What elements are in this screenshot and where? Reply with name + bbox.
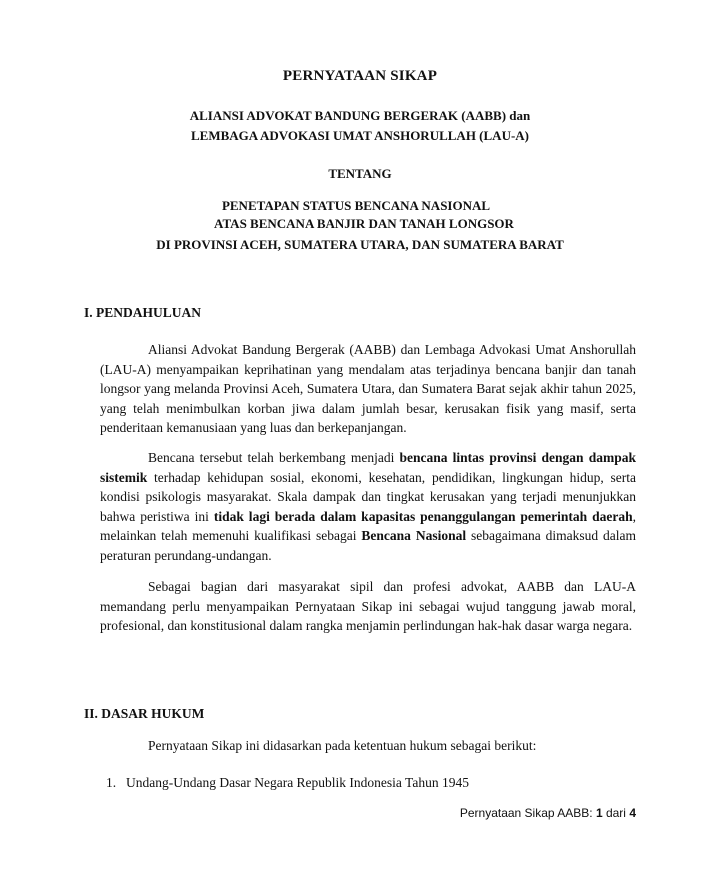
footer-current-page: 1 xyxy=(595,806,603,820)
paragraph-2-text-part-4: sebagaimana dimaksud dalam peraturan perundang-undangan. xyxy=(100,528,636,563)
list-item xyxy=(106,775,469,791)
paragraph-2-text-part-2: terhadap kehidupan sosial, ekonomi, kesehatan, pendidikan, lingkungan hidup, serta kondisi psikologis masyarakat. Skala dampak dan tingkat kerusakan yang terjadi menunjukkan bahwa peristiwa ini xyxy=(100,469,636,524)
paragraph-2-text-part-3: , melainkan telah memenuhi kualifikasi sebagai xyxy=(100,508,636,544)
list-item-text: Undang-Undang Dasar Negara Republik Indonesia Tahun 1945 xyxy=(126,775,469,790)
paragraph-intro-1 xyxy=(100,340,636,438)
paragraph-intro-3-text: Sebagai bagian dari masyarakat sipil dan profesi advokat, AABB dan LAU-A memandang perlu menyampaikan Pernyataan Sikap ini sebagai wujud tanggung jawab moral, profesional, dan konstitusional dalam rangka menjamin perlindungan hak-hak dasar warga negara. xyxy=(100,579,636,634)
footer-total-pages: 4 xyxy=(629,806,636,820)
org-line-2: LEMBAGA ADVOKASI UMAT ANSHORULLAH (LAU-A) xyxy=(190,128,529,143)
paragraph-intro-1-text: Aliansi Advokat Bandung Bergerak (AABB) dan Lembaga Advokasi Umat Anshorullah (LAU-A) menyampaikan keprihatinan yang mendalam atas terjadinya bencana banjir dan tanah longsor yang melanda Provinsi Aceh, Sumatera Utara, dan Sumatera Barat sejak akhir tahun 2025, yang telah menimbulkan korban jiwa dalam jumlah besar, kerusakan fisik yang masif, serta penderitaan kemanusiaan yang luas dan berkepanjangan. xyxy=(100,342,636,436)
subject-line-2: ATAS BENCANA BANJIR DAN TANAH LONGSOR xyxy=(214,216,514,231)
document-title: PERNYATAAN SIKAP xyxy=(282,68,438,84)
org-line-1: ALIANSI ADVOKAT BANDUNG BERGERAK (AABB) dan xyxy=(189,108,531,123)
subject-line-3: DI PROVINSI ACEH, SUMATERA UTARA, DAN SUMATERA BARAT xyxy=(156,237,564,252)
paragraph-2-bold-2: tidak lagi berada dalam kapasitas penanggulangan pemerintah daerah xyxy=(213,508,633,524)
page-footer xyxy=(460,806,636,820)
footer-label: Pernyataan Sikap AABB: xyxy=(459,806,596,820)
paragraph-2-bold-3: Bencana Nasional xyxy=(361,528,467,544)
paragraph-2-bold-1: bencana lintas provinsi dengan dampak sistemik xyxy=(100,450,636,485)
about-label: TENTANG xyxy=(328,166,392,181)
subject-line-1: PENETAPAN STATUS BENCANA NASIONAL xyxy=(221,198,491,213)
legal-basis-intro: Pernyataan Sikap ini didasarkan pada ketentuan hukum sebagai berikut: xyxy=(148,738,537,753)
paragraph-intro-3 xyxy=(100,577,636,636)
paragraph-intro-2 xyxy=(100,448,636,566)
list-item-number: 1. xyxy=(106,775,117,790)
paragraph-2-text-part-1: Bencana tersebut telah berkembang menjadi xyxy=(148,450,400,465)
section-heading-pendahuluan: I. PENDAHULUAN xyxy=(84,305,202,320)
section-heading-dasar-hukum: II. DASAR HUKUM xyxy=(84,706,205,721)
footer-separator: dari xyxy=(602,806,630,820)
